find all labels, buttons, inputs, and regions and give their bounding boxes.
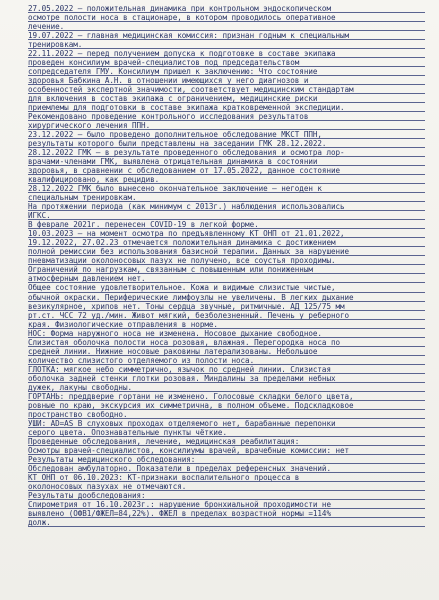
text-line: Спирометрия от 16.10.2023г.: нарушение бронхиальной проходимости не xyxy=(28,500,425,509)
text-line: осмотре полости носа в стационаре, в котором проводилось оперативное xyxy=(28,13,425,22)
text-line: Обследован амбулаторно. Показатели в пределах референсных значений. xyxy=(28,464,425,473)
text-line: полной ремиссии без использования базисной терапии. Данных за нарушение xyxy=(28,247,425,256)
text-line: 28.12.2022 ГМК – в результате проведенного обследования и осмотра лор- xyxy=(28,148,425,157)
text-line: квалифицировано, как рецидив. xyxy=(28,175,425,184)
text-line: На протяжении периода (как минимум с 2013г.) наблюдения использовались xyxy=(28,202,425,211)
text-line: сопредседателя ГМУ. Консилиум пришел к заключению: Что состояние xyxy=(28,67,425,76)
text-line: 19.12.2022, 27.02.23 отмечается положительная динамика с достижением xyxy=(28,238,425,247)
text-line: УШИ: AD=AS В слуховых проходах отделяемого нет, барабанные перепонки xyxy=(28,419,425,428)
text-line: тренировкам. xyxy=(28,40,425,49)
text-line: приемлемы для подготовки в составе экипажа кратковременной экспедиции. xyxy=(28,103,425,112)
text-line: В феврале 2021г. перенесен COVID-19 в легкой форме. xyxy=(28,220,425,229)
text-line: оболочка задней стенки глотки розовая. Миндалины за пределами небных xyxy=(28,374,425,383)
text-line: 27.05.2022 – положительная динамика при контрольном эндоскопическом xyxy=(28,4,425,13)
text-line: дужек, лакуны свободны. xyxy=(28,383,425,392)
text-line: края. Физиологические отправления в норме. xyxy=(28,320,425,329)
text-line: проведен консилиум врачей-специалистов под председательством xyxy=(28,58,425,67)
text-line: особенностей экспертной значимости, соответствует медицинским стандартам xyxy=(28,85,425,94)
text-line: результаты которого были представлены на заседании ГМК 28.12.2022. xyxy=(28,139,425,148)
text-line: серого цвета. Опознавательные пункты чёткие. xyxy=(28,428,425,437)
text-line: 22.11.2022 – перед получением допуска к подготовке в составе экипажа xyxy=(28,49,425,58)
text-line: обычной окраски. Периферические лимфоузлы не увеличены. В легких дыхание xyxy=(28,293,425,302)
text-line: 23.12.2022 – было проведено дополнительное обследование МКСТ ППН, xyxy=(28,130,425,139)
text-line: КТ ОНП от 06.10.2023: КТ-признаки воспалительного процесса в xyxy=(28,473,425,482)
text-line: 28.12.2022 ГМК было вынесено окончательное заключение – негоден к xyxy=(28,184,425,193)
text-line: Рекомендовано проведение контрольного исследования результатов xyxy=(28,112,425,121)
text-line: для включения в состав экипажа с ограничением, медицинские риски xyxy=(28,94,425,103)
text-line: НОС: Форма наружного носа не изменена. Носовое дыхание свободное. xyxy=(28,329,425,338)
text-line: ГОРТАНЬ: преддверие гортани не изменено. Голосовые складки белого цвета, xyxy=(28,392,425,401)
text-line: везикулярное, хрипов нет. Тоны сердца звучные, ритмичные. АД 125/75 мм xyxy=(28,302,425,311)
text-line: Проведенные обследования, лечение, медицинская реабилитация: xyxy=(28,437,425,446)
text-line: долж. xyxy=(28,518,425,527)
text-line: Ограничений по нагрузкам, связанным с повышенным или пониженным xyxy=(28,265,425,274)
text-line: околоносовых пазухах не отмечаются. xyxy=(28,482,425,491)
text-line: ГЛОТКА: мягкое небо симметрично, язычок по средней линии. Слизистая xyxy=(28,365,425,374)
text-line: рт.ст. ЧСС 72 уд./мин. Живот мягкий, безболезненный. Печень у реберного xyxy=(28,311,425,320)
text-line: 10.03.2023 – на момент осмотра по предъявленному КТ ОНП от 21.01.2022, xyxy=(28,229,425,238)
text-line: здоровья Бабкина А.Н. в отношении имеющихся у него диагнозов и xyxy=(28,76,425,85)
text-line: атмосферным давлением нет. xyxy=(28,274,425,283)
text-line: Слизистая оболочка полости носа розовая, влажная. Перегородка носа по xyxy=(28,338,425,347)
text-line: Осмотры врачей-специалистов, консилиумы врачей, врачебные комиссии: нет xyxy=(28,446,425,455)
text-line: ровные по краю, экскурсия их симметрична, в полном объеме. Подскладковое xyxy=(28,401,425,410)
text-line: ИГКС. xyxy=(28,211,425,220)
text-line: специальным тренировкам. xyxy=(28,193,425,202)
text-line: пространство свободно. xyxy=(28,410,425,419)
text-line: лечение. xyxy=(28,22,425,31)
text-line: количество слизистого отделяемого из полости носа. xyxy=(28,356,425,365)
text-line: Общее состояние удовлетворительное. Кожа и видимые слизистые чистые, xyxy=(28,283,425,292)
text-line: здоровья, в сравнении с обследованием от 17.05.2022, данное состояние xyxy=(28,166,425,175)
text-line: пневматизации околоносовых пазух не получено, все соустья проходимы. xyxy=(28,256,425,265)
text-line: средней линии. Нижние носовые раковины латерализованы. Небольшое xyxy=(28,347,425,356)
text-line: хирургического лечения ППН. xyxy=(28,121,425,130)
text-line: Результаты медицинского обследования: xyxy=(28,455,425,464)
text-line: выявлено (ОФВ1/ФЖЕЛ=84,22%). ФЖЕЛ в пределах возрастной нормы =114% xyxy=(28,509,425,518)
text-line: Результаты дообследования: xyxy=(28,491,425,500)
text-line: 19.07.2022 – главная медицинская комиссия: признан годным к специальным xyxy=(28,31,425,40)
text-line: врачами-членами ГМК, выявлена отрицательная динамика в состоянии xyxy=(28,157,425,166)
